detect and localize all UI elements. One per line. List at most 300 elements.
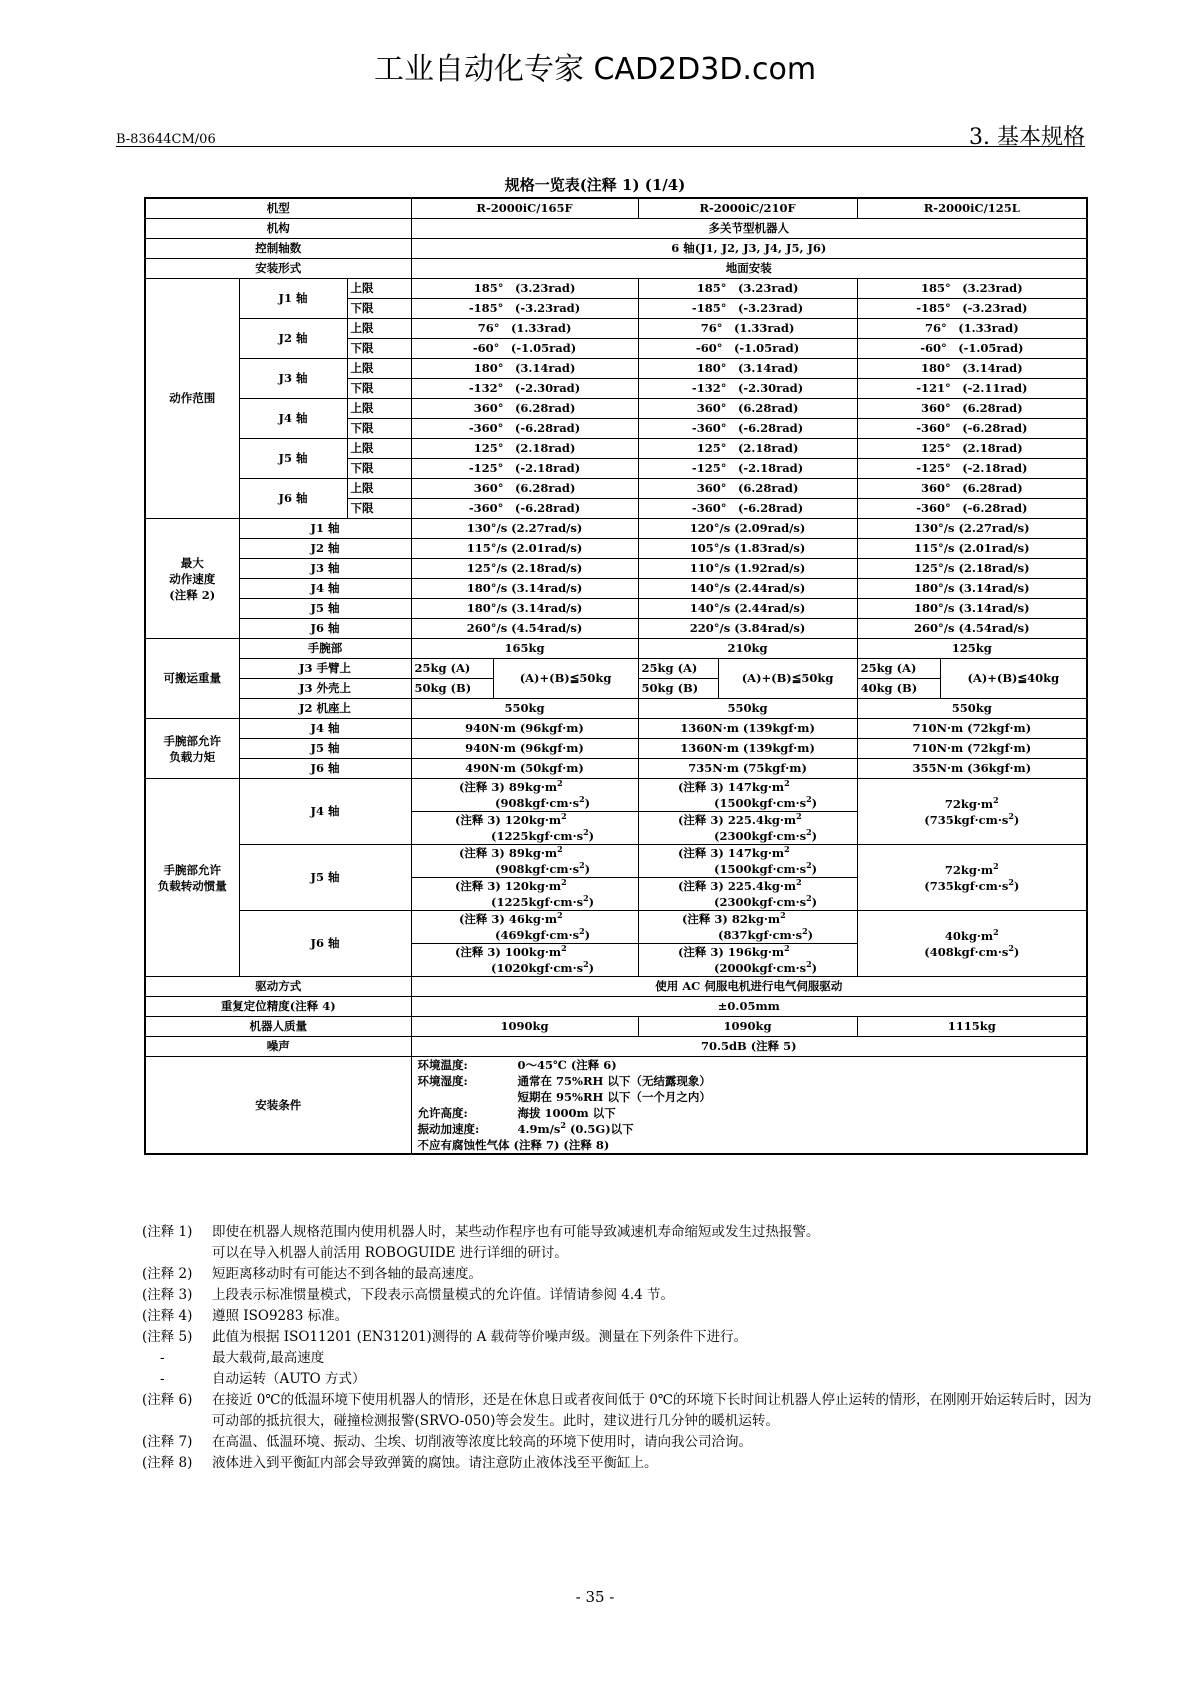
- inertia-value: [857, 779, 1087, 845]
- inertia-kgf-value: 908: [500, 796, 525, 810]
- inertia-entry: (注释 3) $120kg\cdot m^2$ $(1225kgf\cdot cm\cdot s^2)$: [454, 811, 595, 843]
- limit-label: 下限: [347, 299, 411, 319]
- table-row: [145, 239, 1087, 259]
- joint-label: J2 轴: [239, 539, 411, 559]
- payload-a-value: 25kg (A): [411, 659, 493, 679]
- table-row: [145, 559, 1087, 579]
- superscript: 2: [806, 959, 812, 970]
- payload-sum-value: (A)+(B)≦40kg: [940, 659, 1087, 699]
- note-item: [142, 1222, 1092, 1264]
- payload-value: 550kg: [857, 699, 1087, 719]
- note-ref: (注释 3): [677, 945, 724, 959]
- limit-label: 上限: [347, 399, 411, 419]
- note-text: [212, 1348, 1092, 1369]
- range-value: -360° (-6.28rad): [638, 499, 857, 519]
- unit: kg·m: [528, 879, 562, 893]
- inertia-kg-value: 225.4: [727, 879, 764, 893]
- payload-value: 550kg: [638, 699, 857, 719]
- moment-value: 940N·m (96kgf·m): [411, 719, 638, 739]
- joint-label: J6 轴: [239, 759, 411, 779]
- payload-b-value: 50kg (B): [411, 679, 493, 699]
- range-value: 76° (1.33rad): [857, 319, 1087, 339]
- speed-value: 125°/s (2.18rad/s): [411, 559, 638, 579]
- unit: kgf·cm·s: [524, 928, 580, 942]
- note-line: 遵照 ISO9283 标准。: [212, 1308, 349, 1324]
- superscript: 2: [993, 926, 999, 937]
- inertia-value: [638, 845, 857, 878]
- range-value: -125° (-2.18rad): [638, 459, 857, 479]
- unit: kgf·cm·s: [953, 944, 1009, 959]
- note-label: -: [160, 1350, 165, 1366]
- inertia-kgf-value: 1225: [496, 895, 529, 909]
- inertia-value: [411, 911, 638, 944]
- speed-value: 260°/s (4.54rad/s): [857, 619, 1087, 639]
- inertia-kg-value: 120: [504, 879, 529, 893]
- unit: kgf·cm·s: [751, 961, 807, 975]
- note-text: [212, 1285, 1092, 1306]
- inertia-kgf-value: 735: [929, 878, 954, 893]
- table-row: [145, 1017, 1087, 1037]
- joint-label: J4 轴: [239, 719, 411, 739]
- label-line: 手腕部允许: [163, 733, 221, 748]
- range-value: -60° (-1.05rad): [857, 339, 1087, 359]
- superscript: 2: [780, 910, 786, 921]
- model-header-1: R-2000iC/165F: [411, 198, 638, 219]
- superscript: 2: [583, 827, 589, 838]
- max-speed-label: [145, 519, 239, 639]
- unit: kgf·cm·s: [751, 895, 807, 909]
- speed-value: 180°/s (3.14rad/s): [857, 579, 1087, 599]
- note-item: [142, 1285, 1092, 1306]
- limit-label: 上限: [347, 319, 411, 339]
- superscript: 2: [579, 926, 585, 937]
- speed-value: 105°/s (1.83rad/s): [638, 539, 857, 559]
- note-label: (注释 8): [142, 1455, 193, 1471]
- speed-value: 220°/s (3.84rad/s): [638, 619, 857, 639]
- moment-value: 735N·m (75kgf·m): [638, 759, 857, 779]
- mass-value: 1090kg: [638, 1017, 857, 1037]
- model-header-2: R-2000iC/210F: [638, 198, 857, 219]
- inertia-kg-value: 89: [508, 846, 525, 860]
- table-row: [145, 845, 1087, 878]
- note-text: [212, 1306, 1092, 1327]
- document-number: B-83644CM/06: [116, 132, 216, 147]
- range-value: 76° (1.33rad): [638, 319, 857, 339]
- unit: kg·m: [747, 912, 781, 926]
- speed-value: 110°/s (1.92rad/s): [638, 559, 857, 579]
- inertia-kgf-value: 1020: [496, 961, 529, 975]
- watermark-text: 工业自动化专家 CAD2D3D.com: [373, 52, 817, 87]
- unit: kg·m: [524, 780, 558, 794]
- superscript: 2: [561, 811, 567, 822]
- unit: kg·m: [763, 879, 797, 893]
- table-row: [145, 759, 1087, 779]
- inertia-value: [411, 878, 638, 911]
- note-label: (注释 2): [142, 1266, 193, 1282]
- note-line: 可以在导入机器人前活用 ROBOGUIDE 进行详细的研讨。: [212, 1245, 568, 1261]
- range-value: -125° (-2.18rad): [857, 459, 1087, 479]
- note-line: 自动运转（AUTO 方式）: [212, 1371, 366, 1387]
- superscript: 2: [561, 943, 567, 954]
- table-row: [145, 219, 1087, 239]
- superscript: 2: [583, 959, 589, 970]
- speed-value: 180°/s (3.14rad/s): [857, 599, 1087, 619]
- unit: kgf·cm·s: [528, 961, 584, 975]
- mechanism-value: 多关节型机器人: [411, 219, 1087, 239]
- range-value: -360° (-6.28rad): [857, 419, 1087, 439]
- superscript: 2: [560, 1120, 566, 1131]
- condition-value: 短期在 95%RH 以下（一个月之内）: [517, 1090, 711, 1104]
- superscript: 2: [1008, 942, 1014, 953]
- note-label: (注释 5): [142, 1329, 193, 1345]
- inertia-entry: (注释 3) $89kg\cdot m^2$ $(908kgf\cdot cm\cdot s^2)$: [458, 778, 591, 810]
- payload-sum-value: (A)+(B)≦50kg: [718, 659, 857, 699]
- range-value: 185° (3.23rad): [638, 279, 857, 299]
- unit: kg·m: [528, 945, 562, 959]
- table-row: [145, 359, 1087, 379]
- note-text: [212, 1369, 1092, 1390]
- payload-value: 125kg: [857, 639, 1087, 659]
- inertia-value: [638, 812, 857, 845]
- range-value: 125° (2.18rad): [857, 439, 1087, 459]
- payload-value: 165kg: [411, 639, 638, 659]
- inertia-entry: (注释 3) $225.4kg\cdot m^2$ $(2300kgf\cdot cm\cdot s^2)$: [677, 811, 818, 843]
- row-label: 安装条件: [145, 1057, 411, 1155]
- moment-value: 1360N·m (139kgf·m): [638, 719, 857, 739]
- table-row: [145, 997, 1087, 1017]
- condition-label: 振动加速度:: [417, 1122, 480, 1136]
- speed-value: 125°/s (2.18rad/s): [857, 559, 1087, 579]
- speed-value: 180°/s (3.14rad/s): [411, 599, 638, 619]
- inertia-entry: (注释 3) $82kg\cdot m^2$ $(837kgf\cdot cm\cdot s^2)$: [681, 910, 814, 942]
- range-value: 185° (3.23rad): [857, 279, 1087, 299]
- condition-label: 环境温度:: [417, 1058, 468, 1072]
- note-label: (注释 7): [142, 1434, 193, 1450]
- limit-label: 上限: [347, 359, 411, 379]
- range-value: 125° (2.18rad): [411, 439, 638, 459]
- mounting-value: 地面安装: [411, 259, 1087, 279]
- table-row: [145, 719, 1087, 739]
- unit: kgf·cm·s: [751, 862, 807, 876]
- inertia-kgf-value: 2300: [719, 895, 752, 909]
- spec-table: [144, 197, 1088, 1155]
- table-row: [145, 911, 1087, 944]
- inertia-kg-value: 147: [727, 780, 752, 794]
- note-line: 上段表示标准惯量模式，下段表示高惯量模式的允许值。详情请参阅 4.4 节。: [212, 1287, 675, 1303]
- speed-value: 180°/s (3.14rad/s): [411, 579, 638, 599]
- payload-sum-value: (A)+(B)≦50kg: [493, 659, 638, 699]
- superscript: 2: [993, 860, 999, 871]
- table-row: [145, 639, 1087, 659]
- inertia-value: [638, 944, 857, 977]
- table-row: [145, 439, 1087, 459]
- note-line: 液体进入到平衡缸内部会导致弹簧的腐蚀。请注意防止液体浅至平衡缸上。: [212, 1455, 658, 1471]
- inertia-kg-value: 147: [727, 846, 752, 860]
- table-row: [145, 599, 1087, 619]
- table-row: [145, 739, 1087, 759]
- row-label: 控制轴数: [145, 239, 411, 259]
- range-value: 360° (6.28rad): [638, 479, 857, 499]
- inertia-kgf-value: 837: [723, 928, 748, 942]
- joint-label: J2 轴: [239, 319, 347, 359]
- condition-value: 4.9m/s: [517, 1122, 561, 1136]
- note-text: [212, 1390, 1092, 1432]
- spec-table-body: [145, 198, 1087, 1154]
- row-label: 机器人质量: [145, 1017, 411, 1037]
- limit-label: 上限: [347, 439, 411, 459]
- condition-value: 0～45℃ (注释 6): [517, 1058, 617, 1072]
- moment-value: 710N·m (72kgf·m): [857, 719, 1087, 739]
- chapter-title: 3. 基本规格: [969, 125, 1085, 150]
- moment-label: [145, 719, 239, 779]
- inertia-value: [411, 779, 638, 812]
- range-value: -125° (-2.18rad): [411, 459, 638, 479]
- payload-value: 210kg: [638, 639, 857, 659]
- joint-label: J6 轴: [239, 911, 411, 977]
- inertia-label: [145, 779, 239, 977]
- label-line: 动作速度: [169, 571, 216, 586]
- inertia-kgf-value: 1500: [719, 862, 752, 876]
- inertia-kgf-value: 1225: [496, 829, 529, 843]
- note-item: [142, 1390, 1092, 1432]
- noise-value: 70.5dB (注释 5): [411, 1037, 1087, 1057]
- table-row: [145, 659, 1087, 679]
- joint-label: J5 轴: [239, 845, 411, 911]
- mass-value: 1115kg: [857, 1017, 1087, 1037]
- inertia-value: [638, 911, 857, 944]
- label-line: (注释 2): [169, 587, 216, 602]
- unit: kg·m: [763, 813, 797, 827]
- range-value: 185° (3.23rad): [411, 279, 638, 299]
- row-label: 噪声: [145, 1037, 411, 1057]
- superscript: 2: [1008, 876, 1014, 887]
- axes-value: 6 轴(J1, J2, J3, J4, J5, J6): [411, 239, 1087, 259]
- inertia-value: [411, 944, 638, 977]
- inertia-value: [857, 845, 1087, 911]
- table-row: [145, 579, 1087, 599]
- inertia-entry: (注释 3) $120kg\cdot m^2$ $(1225kgf\cdot cm\cdot s^2)$: [454, 877, 595, 909]
- range-value: 360° (6.28rad): [411, 479, 638, 499]
- table-row: [145, 198, 1087, 219]
- label-line: 手腕部允许: [163, 862, 221, 877]
- inertia-kg-value: 196: [727, 945, 752, 959]
- range-value: 180° (3.14rad): [857, 359, 1087, 379]
- unit: kgf·cm·s: [524, 796, 580, 810]
- range-value: -60° (-1.05rad): [411, 339, 638, 359]
- payload-b-value: 40kg (B): [857, 679, 940, 699]
- inertia-value: [857, 911, 1087, 977]
- table-row: [145, 259, 1087, 279]
- limit-label: 下限: [347, 459, 411, 479]
- table-row: [145, 279, 1087, 299]
- table-row: [145, 779, 1087, 812]
- superscript: 2: [806, 794, 812, 805]
- install-conditions: [411, 1057, 1087, 1155]
- superscript: 2: [806, 860, 812, 871]
- superscript: 2: [784, 844, 790, 855]
- condition-value: 海拔 1000m 以下: [517, 1106, 616, 1120]
- motion-range-label: 动作范围: [145, 279, 239, 519]
- superscript: 2: [579, 794, 585, 805]
- superscript: 2: [583, 893, 589, 904]
- inertia-entry: (注释 3) $89kg\cdot m^2$ $(908kgf\cdot cm\cdot s^2)$: [458, 844, 591, 876]
- inertia-entry: (注释 3) $225.4kg\cdot m^2$ $(2300kgf\cdot cm\cdot s^2)$: [677, 877, 818, 909]
- note-label: (注释 1): [142, 1224, 193, 1240]
- unit: kgf·cm·s: [751, 796, 807, 810]
- joint-label: J3 轴: [239, 359, 347, 399]
- inertia-value: [638, 779, 857, 812]
- note-item: [142, 1453, 1092, 1474]
- joint-label: J5 轴: [239, 439, 347, 479]
- payload-a-value: 25kg (A): [857, 659, 940, 679]
- inertia-kgf-value: 408: [929, 944, 954, 959]
- limit-label: 下限: [347, 379, 411, 399]
- range-value: 125° (2.18rad): [638, 439, 857, 459]
- range-value: 76° (1.33rad): [411, 319, 638, 339]
- superscript: 2: [1008, 810, 1014, 821]
- row-label: 机构: [145, 219, 411, 239]
- table-row: [145, 539, 1087, 559]
- condition-label: 环境湿度:: [417, 1074, 468, 1088]
- inertia-kg-value: 225.4: [727, 813, 764, 827]
- range-value: 360° (6.28rad): [857, 479, 1087, 499]
- inertia-kg-value: 40: [944, 928, 961, 943]
- header-rule: [116, 146, 1085, 147]
- joint-label: J5 轴: [239, 599, 411, 619]
- payload-item-label: 手腕部: [239, 639, 411, 659]
- superscript: 2: [993, 794, 999, 805]
- note-text: [212, 1327, 1092, 1348]
- unit: kgf·cm·s: [528, 829, 584, 843]
- limit-label: 下限: [347, 339, 411, 359]
- note-text: [212, 1222, 1092, 1264]
- inertia-value: [411, 812, 638, 845]
- mass-value: 1090kg: [411, 1017, 638, 1037]
- joint-label: J6 轴: [239, 619, 411, 639]
- range-value: -132° (-2.30rad): [638, 379, 857, 399]
- note-ref: (注释 3): [677, 813, 724, 827]
- range-value: -185° (-3.23rad): [638, 299, 857, 319]
- table-row: [145, 1037, 1087, 1057]
- moment-value: 490N·m (50kgf·m): [411, 759, 638, 779]
- range-value: -185° (-3.23rad): [411, 299, 638, 319]
- unit: kg·m: [751, 945, 785, 959]
- inertia-kg-value: 100: [504, 945, 529, 959]
- limit-label: 下限: [347, 419, 411, 439]
- note-item: [142, 1432, 1092, 1453]
- note-item: [142, 1348, 1092, 1369]
- joint-label: J1 轴: [239, 519, 411, 539]
- table-row: [145, 519, 1087, 539]
- inertia-value: [638, 878, 857, 911]
- note-label: (注释 3): [142, 1287, 193, 1303]
- joint-label: J4 轴: [239, 399, 347, 439]
- superscript: 2: [784, 943, 790, 954]
- inertia-kg-value: 72: [944, 862, 961, 877]
- unit: kg·m: [751, 780, 785, 794]
- drive-value: 使用 AC 伺服电机进行电气伺服驱动: [411, 977, 1087, 997]
- payload-a-value: 25kg (A): [638, 659, 718, 679]
- inertia-kgf-value: 2000: [719, 961, 752, 975]
- range-value: -360° (-6.28rad): [638, 419, 857, 439]
- limit-label: 上限: [347, 479, 411, 499]
- note-line: 短距离移动时有可能达不到各轴的最高速度。: [212, 1266, 482, 1282]
- speed-value: 140°/s (2.44rad/s): [638, 599, 857, 619]
- joint-label: J5 轴: [239, 739, 411, 759]
- note-label: (注释 6): [142, 1392, 193, 1408]
- unit: kgf·cm·s: [953, 878, 1009, 893]
- inertia-kg-value: 82: [731, 912, 748, 926]
- payload-label: 可搬运重量: [145, 639, 239, 719]
- range-value: -121° (-2.11rad): [857, 379, 1087, 399]
- note-ref: (注释 3): [454, 879, 501, 893]
- moment-value: 940N·m (96kgf·m): [411, 739, 638, 759]
- notes-section: [142, 1222, 1092, 1474]
- moment-value: 1360N·m (139kgf·m): [638, 739, 857, 759]
- condition-value: 通常在 75%RH 以下（无结露现象）: [517, 1074, 711, 1088]
- note-label: (注释 4): [142, 1308, 193, 1324]
- inertia-kgf-value: 2300: [719, 829, 752, 843]
- unit: kgf·cm·s: [528, 895, 584, 909]
- unit: kg·m: [751, 846, 785, 860]
- speed-value: 260°/s (4.54rad/s): [411, 619, 638, 639]
- inertia-kg-value: 72: [944, 796, 961, 811]
- label-line: 负载转动惯量: [157, 878, 227, 893]
- note-item: [142, 1264, 1092, 1285]
- inertia-entry: (注释 3) $196kg\cdot m^2$ $(2000kgf\cdot cm\cdot s^2)$: [677, 943, 818, 975]
- speed-value: 115°/s (2.01rad/s): [411, 539, 638, 559]
- page-number: - 35 -: [575, 1588, 615, 1606]
- range-value: 360° (6.28rad): [638, 399, 857, 419]
- speed-value: 120°/s (2.09rad/s): [638, 519, 857, 539]
- label-line: 负载力矩: [169, 749, 216, 764]
- range-value: -132° (-2.30rad): [411, 379, 638, 399]
- superscript: 2: [561, 877, 567, 888]
- range-value: -185° (-3.23rad): [857, 299, 1087, 319]
- unit: kgf·cm·s: [953, 812, 1009, 827]
- unit: kg·m: [524, 912, 558, 926]
- table-title: 规格一览表(注释 1) (1/4): [504, 176, 686, 194]
- payload-item-label: J3 手臂上: [239, 659, 411, 679]
- repeat-value: ±0.05mm: [411, 997, 1087, 1017]
- limit-label: 上限: [347, 279, 411, 299]
- table-row: [145, 319, 1087, 339]
- range-value: 360° (6.28rad): [857, 399, 1087, 419]
- row-label: 驱动方式: [145, 977, 411, 997]
- moment-value: 355N·m (36kgf·m): [857, 759, 1087, 779]
- range-value: -360° (-6.28rad): [857, 499, 1087, 519]
- inertia-kgf-value: 908: [500, 862, 525, 876]
- range-value: 180° (3.14rad): [638, 359, 857, 379]
- unit: kg·m: [528, 813, 562, 827]
- note-ref: (注释 3): [677, 846, 724, 860]
- unit: kg·m: [960, 796, 994, 811]
- inertia-kgf-value: 735: [929, 812, 954, 827]
- note-ref: (注释 3): [454, 945, 501, 959]
- inertia-entry: (注释 3) $100kg\cdot m^2$ $(1020kgf\cdot cm\cdot s^2)$: [454, 943, 595, 975]
- note-text: [212, 1453, 1092, 1474]
- note-ref: (注释 3): [458, 846, 505, 860]
- inertia-entry: (注释 3) $46kg\cdot m^2$ $(469kgf\cdot cm\cdot s^2)$: [458, 910, 591, 942]
- table-row: [145, 619, 1087, 639]
- table-row: [145, 977, 1087, 997]
- note-text: [212, 1432, 1092, 1453]
- joint-label: J6 轴: [239, 479, 347, 519]
- condition-value: (0.5G)以下: [565, 1122, 634, 1136]
- range-value: 360° (6.28rad): [411, 399, 638, 419]
- inertia-entry: $40kg\cdot m^2$ $(408kgf\cdot cm\cdot s^2)$: [924, 926, 1020, 959]
- range-value: -360° (-6.28rad): [411, 499, 638, 519]
